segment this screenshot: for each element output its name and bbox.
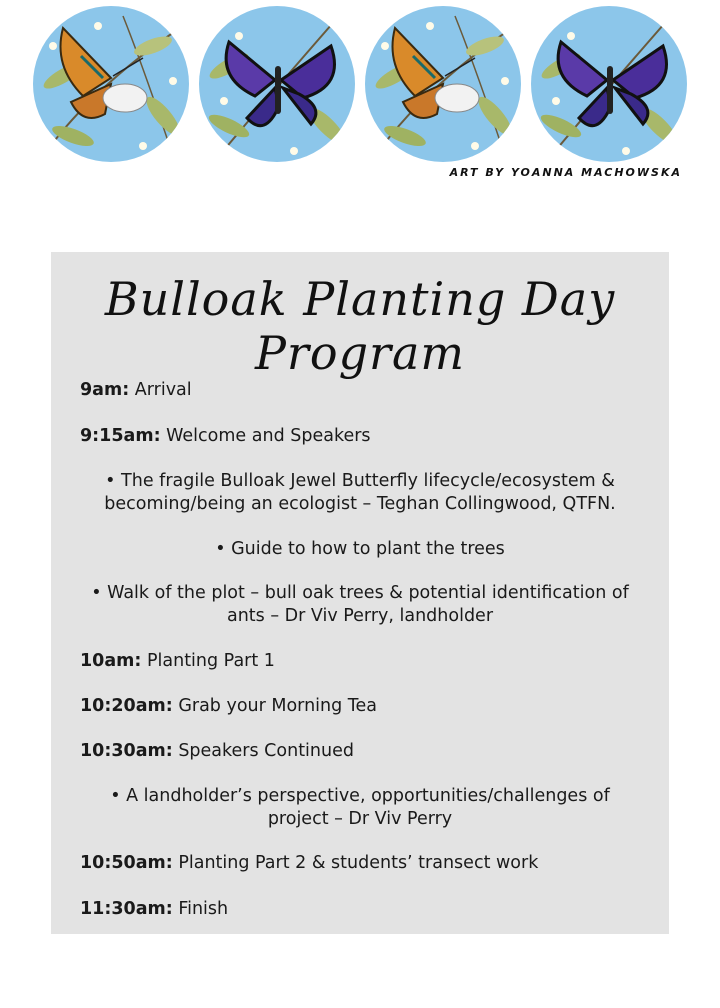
bullet-line: • A landholder’s perspective, opportunities/challenges of [110,786,610,806]
entry-time: 9am: [80,380,130,400]
purple-butterfly-icon [531,6,687,162]
bullet-line: • Guide to how to plant the trees [215,539,505,559]
entry-text: Speakers Continued [172,741,354,761]
entry-text: Planting Part 2 & students’ transect work [172,853,539,873]
entry-time: 10:20am: [80,696,173,716]
purple-butterfly-icon [199,6,355,162]
program-panel [51,252,669,934]
entry-time: 10am: [80,651,142,671]
bullet-line: • The fragile Bulloak Jewel Butterfly lifecycle/ecosystem & [105,471,615,491]
butterfly-art-row [0,6,720,166]
bullet-line: project – Dr Viv Perry [267,809,453,829]
bullet-line: ants – Dr Viv Perry, landholder [226,606,494,626]
entry-text: Arrival [129,380,192,400]
orange-butterfly-icon [365,6,521,162]
schedule-entry [80,740,354,763]
schedule-entry [80,695,377,718]
bullet-point [51,538,669,561]
schedule-entry [80,852,538,875]
entry-text: Planting Part 1 [141,651,275,671]
schedule-entry [80,379,192,402]
butterfly-art-circle-4 [531,6,687,162]
entry-text: Welcome and Speakers [160,426,371,446]
butterfly-art-circle-2 [199,6,355,162]
entry-time: 10:30am: [80,741,173,761]
schedule-entry [80,898,228,921]
bullet-point [51,785,669,831]
bullet-line: • Walk of the plot – bull oak trees & potential identification of [91,583,629,603]
bullet-line: becoming/being an ecologist – Teghan Collingwood, QTFN. [104,494,616,514]
entry-time: 9:15am: [80,426,161,446]
entry-text: Finish [172,899,229,919]
butterfly-art-circle-3 [365,6,521,162]
art-credit: ART BY YOANNA MACHOWSKA [449,166,682,179]
bullet-point [51,470,669,516]
butterfly-art-circle-1 [33,6,189,162]
orange-butterfly-icon [33,6,189,162]
entry-time: 11:30am: [80,899,173,919]
schedule-entry [80,425,371,448]
entry-time: 10:50am: [80,853,173,873]
bullet-point [51,582,669,628]
program-title: Bulloak Planting Day Program [104,272,616,380]
entry-text: Grab your Morning Tea [172,696,377,716]
schedule-entry [80,650,275,673]
